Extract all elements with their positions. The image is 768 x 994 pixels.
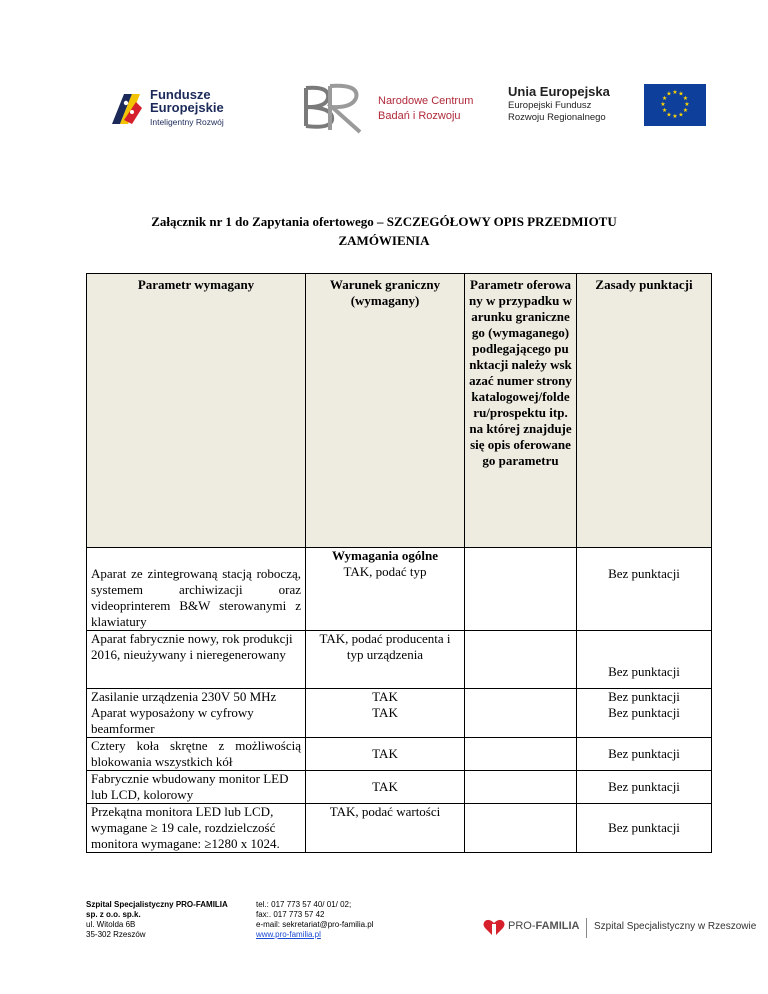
- row-param: Aparat ze zintegrowaną stacją roboczą, systemem archiwizacji oraz videoprinterem B&W sterowanymi z klawiatury: [87, 548, 306, 631]
- footer-addr2: 35-302 Rzeszów: [86, 930, 146, 939]
- footer-tel: tel.: 017 773 57 40/ 01/ 02;: [256, 900, 352, 909]
- fe-line3: Inteligentny Rozwój: [150, 117, 224, 127]
- row-scoring-b: Bez punktacji: [608, 705, 680, 720]
- title-line1: Załącznik nr 1 do Zapytania ofertowego – SZCZEGÓŁOWY OPIS PRZEDMIOTU: [151, 214, 617, 229]
- row-scoring: Bez punktacji: [577, 548, 712, 631]
- fundusze-europejskie-logo: [110, 86, 250, 130]
- row-condition: TAK, podać wartości: [306, 804, 465, 853]
- svg-text:★: ★: [678, 90, 684, 98]
- row-scoring: Bez punktacji: [577, 771, 712, 804]
- fe-line1: Fundusze: [150, 87, 211, 102]
- row-condition-cell: [306, 548, 465, 631]
- svg-text:★: ★: [682, 107, 689, 115]
- logo-divider: [586, 918, 587, 938]
- svg-text:★: ★: [660, 101, 666, 108]
- table-row: [87, 804, 712, 853]
- footer-email: e-mail: sekretariat@pro-familia.pl: [256, 920, 374, 929]
- svg-text:★: ★: [678, 111, 684, 119]
- footer-contact: [256, 900, 374, 940]
- footer-addr1: ul. Witolda 6B: [86, 920, 136, 929]
- footer: [86, 900, 757, 950]
- document-title: [100, 212, 668, 250]
- footer-address: [86, 900, 228, 940]
- brand-pro: PRO-: [508, 920, 536, 932]
- svg-text:★: ★: [684, 101, 690, 108]
- table-row: [87, 631, 712, 689]
- header-scoring: Zasady punktacji: [577, 274, 712, 548]
- table-row: [87, 689, 712, 738]
- table-row: [87, 771, 712, 804]
- title-line2: ZAMÓWIENIA: [338, 233, 430, 248]
- svg-text:★: ★: [661, 107, 668, 115]
- row-condition: TAK, podać typ: [343, 564, 427, 579]
- row-param: Cztery koła skrętne z możliwością blokowania wszystkich kół: [87, 738, 306, 771]
- table-row: [87, 548, 712, 631]
- row-offered[interactable]: [465, 689, 577, 738]
- section-title: Wymagania ogólne: [331, 548, 439, 563]
- row-scoring: Bez punktacji: [577, 631, 712, 689]
- table-row: [87, 738, 712, 771]
- table-header-row: [87, 274, 712, 548]
- row-condition-b: TAK: [372, 705, 398, 720]
- header-offered: Parametr oferowany w przypadku warunku granicznego (wymaganego) podlegającego punktacji należy wskazać numer strony katalogowej/folderu/prospektu itp. na której znajduje się opis oferowanego parametru: [465, 274, 577, 548]
- ncbr-line1: Narodowe Centrum: [378, 95, 474, 107]
- row-condition: [306, 689, 465, 738]
- row-param: Aparat fabrycznie nowy, rok produkcji 2016, nieużywany i nieregenerowany: [87, 631, 306, 689]
- header-condition: Warunek graniczny (wymagany): [306, 274, 465, 548]
- row-condition: TAK: [306, 771, 465, 804]
- row-condition-a: TAK: [372, 689, 398, 704]
- hospital-name: Szpital Specjalistyczny w Rzeszowie: [594, 921, 757, 932]
- eu-flag-icon: [644, 84, 706, 126]
- row-offered[interactable]: [465, 738, 577, 771]
- row-scoring: Bez punktacji: [577, 804, 712, 853]
- ue-line1: Unia Europejska: [508, 84, 610, 99]
- footer-www-link[interactable]: www.pro-familia.pl: [256, 930, 321, 939]
- row-param: Fabrycznie wbudowany monitor LED lub LCD, kolorowy: [87, 771, 306, 804]
- header-logos: [110, 78, 700, 138]
- row-offered[interactable]: [465, 631, 577, 689]
- row-param-b: Aparat wyposażony w cyfrowy beamformer: [91, 705, 254, 736]
- row-param: Przekątna monitora LED lub LCD, wymagane ≥ 19 cale, rozdzielczość monitora wymagane: ≥1280 x 1024.: [87, 804, 306, 853]
- pro-familia-heart-icon: [482, 916, 506, 940]
- row-scoring: [577, 689, 712, 738]
- row-scoring: Bez punktacji: [577, 738, 712, 771]
- brand-familia: FAMILIA: [535, 920, 580, 932]
- row-scoring-a: Bez punktacji: [608, 689, 680, 704]
- svg-text:★: ★: [682, 94, 689, 102]
- svg-text:★: ★: [661, 94, 668, 102]
- pro-familia-text: [508, 921, 580, 931]
- svg-text:★: ★: [672, 113, 678, 120]
- fe-flag-icon: [110, 90, 144, 126]
- fe-line2: Europejskie: [150, 100, 224, 115]
- pro-familia-logo: [482, 916, 757, 940]
- ncbr-mark-icon: [300, 80, 372, 134]
- unia-europejska-logo: [508, 84, 708, 134]
- ncbr-logo: [300, 78, 480, 138]
- specification-table: [86, 273, 712, 853]
- footer-fax: fax:. 017 773 57 42: [256, 910, 325, 919]
- footer-org1: Szpital Specjalistyczny PRO-FAMILIA: [86, 900, 228, 909]
- svg-text:★: ★: [672, 89, 678, 96]
- svg-text:★: ★: [666, 90, 672, 98]
- ncbr-line2: Badań i Rozwoju: [378, 110, 461, 122]
- svg-text:★: ★: [666, 111, 672, 119]
- row-param-a: Zasilanie urządzenia 230V 50 MHz: [91, 689, 277, 704]
- row-offered[interactable]: [465, 771, 577, 804]
- row-offered[interactable]: [465, 804, 577, 853]
- ue-line2: Europejski Fundusz: [508, 100, 592, 111]
- footer-org2: sp. z o.o. sp.k.: [86, 910, 141, 919]
- row-param: [87, 689, 306, 738]
- header-param: Parametr wymagany: [87, 274, 306, 548]
- row-condition: TAK, podać producenta i typ urządzenia: [306, 631, 465, 689]
- row-offered[interactable]: [465, 548, 577, 631]
- row-condition: TAK: [306, 738, 465, 771]
- ue-line3: Rozwoju Regionalnego: [508, 112, 606, 123]
